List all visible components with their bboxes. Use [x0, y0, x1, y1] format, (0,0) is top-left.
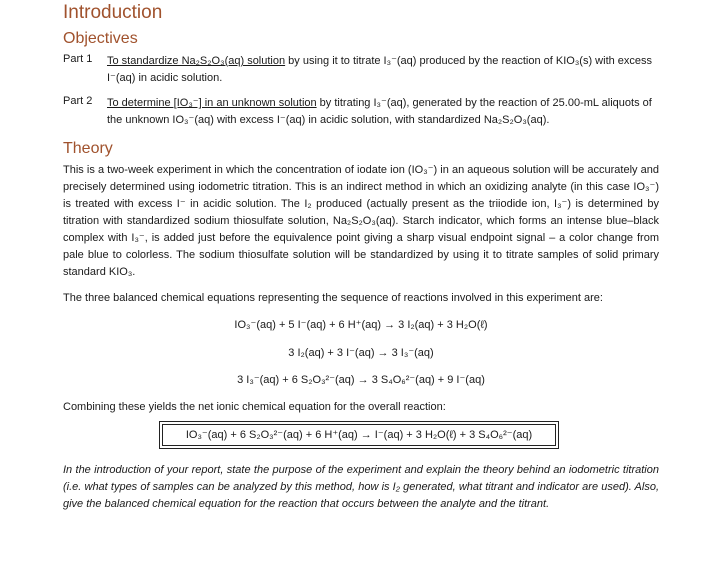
equation-3: 3 I₃⁻(aq) + 6 S₂O₃²⁻(aq) → 3 S₄O₆²⁻(aq) + 9 I⁻(aq) [237, 374, 485, 386]
part1-body: by using it to titrate I₃⁻(aq) produced by the reaction of KIO₃(s) with excess I⁻(aq) in acidic solution. [107, 55, 653, 84]
net-equation: IO₃⁻(aq) + 6 S₂O₃²⁻(aq) + 6 H⁺(aq) → I⁻(aq) + 3 H₂O(ℓ) + 3 S₄O₆²⁻(aq) [185, 429, 533, 441]
net-equation-intro: Combining these yields the net ionic chemical equation for the overall reaction: [63, 401, 446, 413]
introduction-heading: Introduction [63, 2, 163, 23]
theory-paragraph: This is a two-week experiment in which the concentration of iodate ion (IO₃⁻) in an aqueous solution will be accurately and precisely determined using iodometric titration. This is an indirect method in which an oxidizing analyte (in this case IO₃⁻) is treated with excess I⁻ in acidic solution. The I₂ produced (actually present as the triiodide ion, I₃⁻) is determined by titration with standardized sodium thiosulfate solution, Na₂S₂O₃(aq). Starch indicator, which forms an intense blue–black complex with I₃⁻, is added just before the equivalence point giving a sharp visual endpoint signal – a color change from pale blue to colorless. The sodium thiosulfate solution will be standardized by using it to titrate samples of solid primary standard KIO₃. [63, 164, 659, 278]
part1-text [107, 53, 659, 87]
part2-underlined-text: To determine [IO₃⁻] in an unknown solution [107, 97, 317, 109]
net-equation-box [162, 424, 556, 446]
equations-intro: The three balanced chemical equations representing the sequence of reactions involved in this experiment are: [63, 292, 603, 304]
part2-body: by titrating I₃⁻(aq), generated by the reaction of 25.00-mL aliquots of the unknown IO₃⁻(aq) with excess I⁻(aq) in acidic solution, with standardized Na₂S₂O₃(aq). [107, 97, 652, 126]
part1-label: Part 1 [63, 53, 93, 65]
equation-2: 3 I₂(aq) + 3 I⁻(aq) → 3 I₃⁻(aq) [288, 347, 434, 359]
equation-1: IO₃⁻(aq) + 5 I⁻(aq) + 6 H⁺(aq) → 3 I₂(aq) + 3 H₂O(ℓ) [234, 319, 488, 331]
part2-text [107, 95, 659, 129]
theory-heading: Theory [63, 140, 113, 157]
part2-label: Part 2 [63, 95, 93, 107]
objectives-heading: Objectives [63, 30, 138, 47]
report-instructions: In the introduction of your report, state the purpose of the experiment and explain the theory behind an iodometric titration (i.e. what types of samples can be analyzed by this method, how is I₂ generated, what titrant and indicator are used). Also, give the balanced chemical equation for the reaction that occurs between the analyte and the titrant. [63, 464, 659, 510]
part1-underlined-text: To standardize Na₂S₂O₃(aq) solution [107, 55, 286, 67]
